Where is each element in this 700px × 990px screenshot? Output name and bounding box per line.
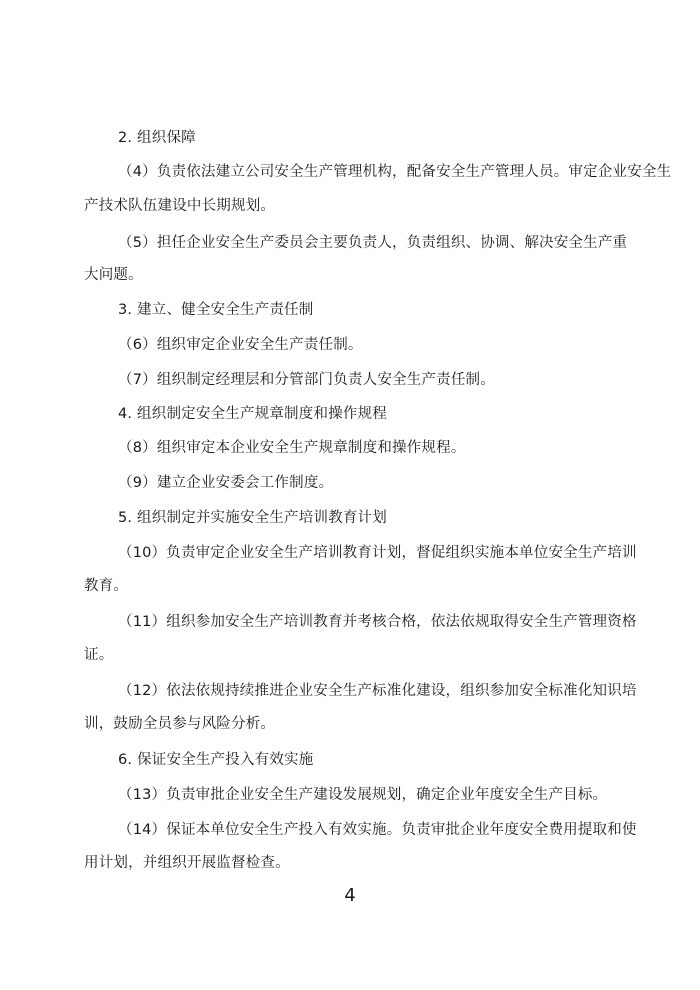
paragraph-line: （8）组织审定本企业安全生产规章制度和操作规程。 (118, 440, 466, 456)
paragraph-line: （14）保证本单位安全生产投入有效实施。负责审批企业年度安全费用提取和使 (118, 822, 637, 838)
paragraph-line: 训，鼓励全员参与风险分析。 (84, 716, 276, 732)
paragraph-line: 教育。 (84, 578, 129, 594)
paragraph-line: （5）担任企业安全生产委员会主要负责人，负责组织、协调、解决安全生产重 (118, 235, 628, 251)
page-number: 4 (344, 885, 356, 906)
paragraph-line: 大问题。 (84, 267, 143, 283)
section-heading: 4. 组织制定安全生产规章制度和操作规程 (118, 406, 387, 422)
section-heading: 2. 组织保障 (118, 130, 196, 146)
paragraph-line: 产技术队伍建设中长期规划。 (84, 198, 276, 214)
section-heading: 5. 组织制定并实施安全生产培训教育计划 (118, 510, 387, 526)
paragraph-line: （10）负责审定企业安全生产培训教育计划，督促组织实施本单位安全生产培训 (118, 545, 637, 561)
section-heading: 3. 建立、健全安全生产责任制 (118, 302, 314, 318)
paragraph-line: （9）建立企业安委会工作制度。 (118, 475, 334, 491)
paragraph-line: 用计划，并组织开展监督检查。 (84, 855, 290, 871)
section-heading: 6. 保证安全生产投入有效实施 (118, 752, 314, 768)
paragraph-line: （4）负责依法建立公司安全生产管理机构，配备安全生产管理人员。审定企业安全生 (118, 164, 672, 180)
paragraph-line: （13）负责审批企业安全生产建设发展规划，确定企业年度安全生产目标。 (118, 787, 608, 803)
paragraph-line: （11）组织参加安全生产培训教育并考核合格，依法依规取得安全生产管理资格 (118, 614, 637, 630)
paragraph-line: （12）依法依规持续推进企业安全生产标准化建设，组织参加安全标准化知识培 (118, 683, 637, 699)
paragraph-line: （6）组织审定企业安全生产责任制。 (118, 337, 363, 353)
paragraph-line: 证。 (84, 647, 114, 663)
paragraph-line: （7）组织制定经理层和分管部门负责人安全生产责任制。 (118, 372, 495, 388)
